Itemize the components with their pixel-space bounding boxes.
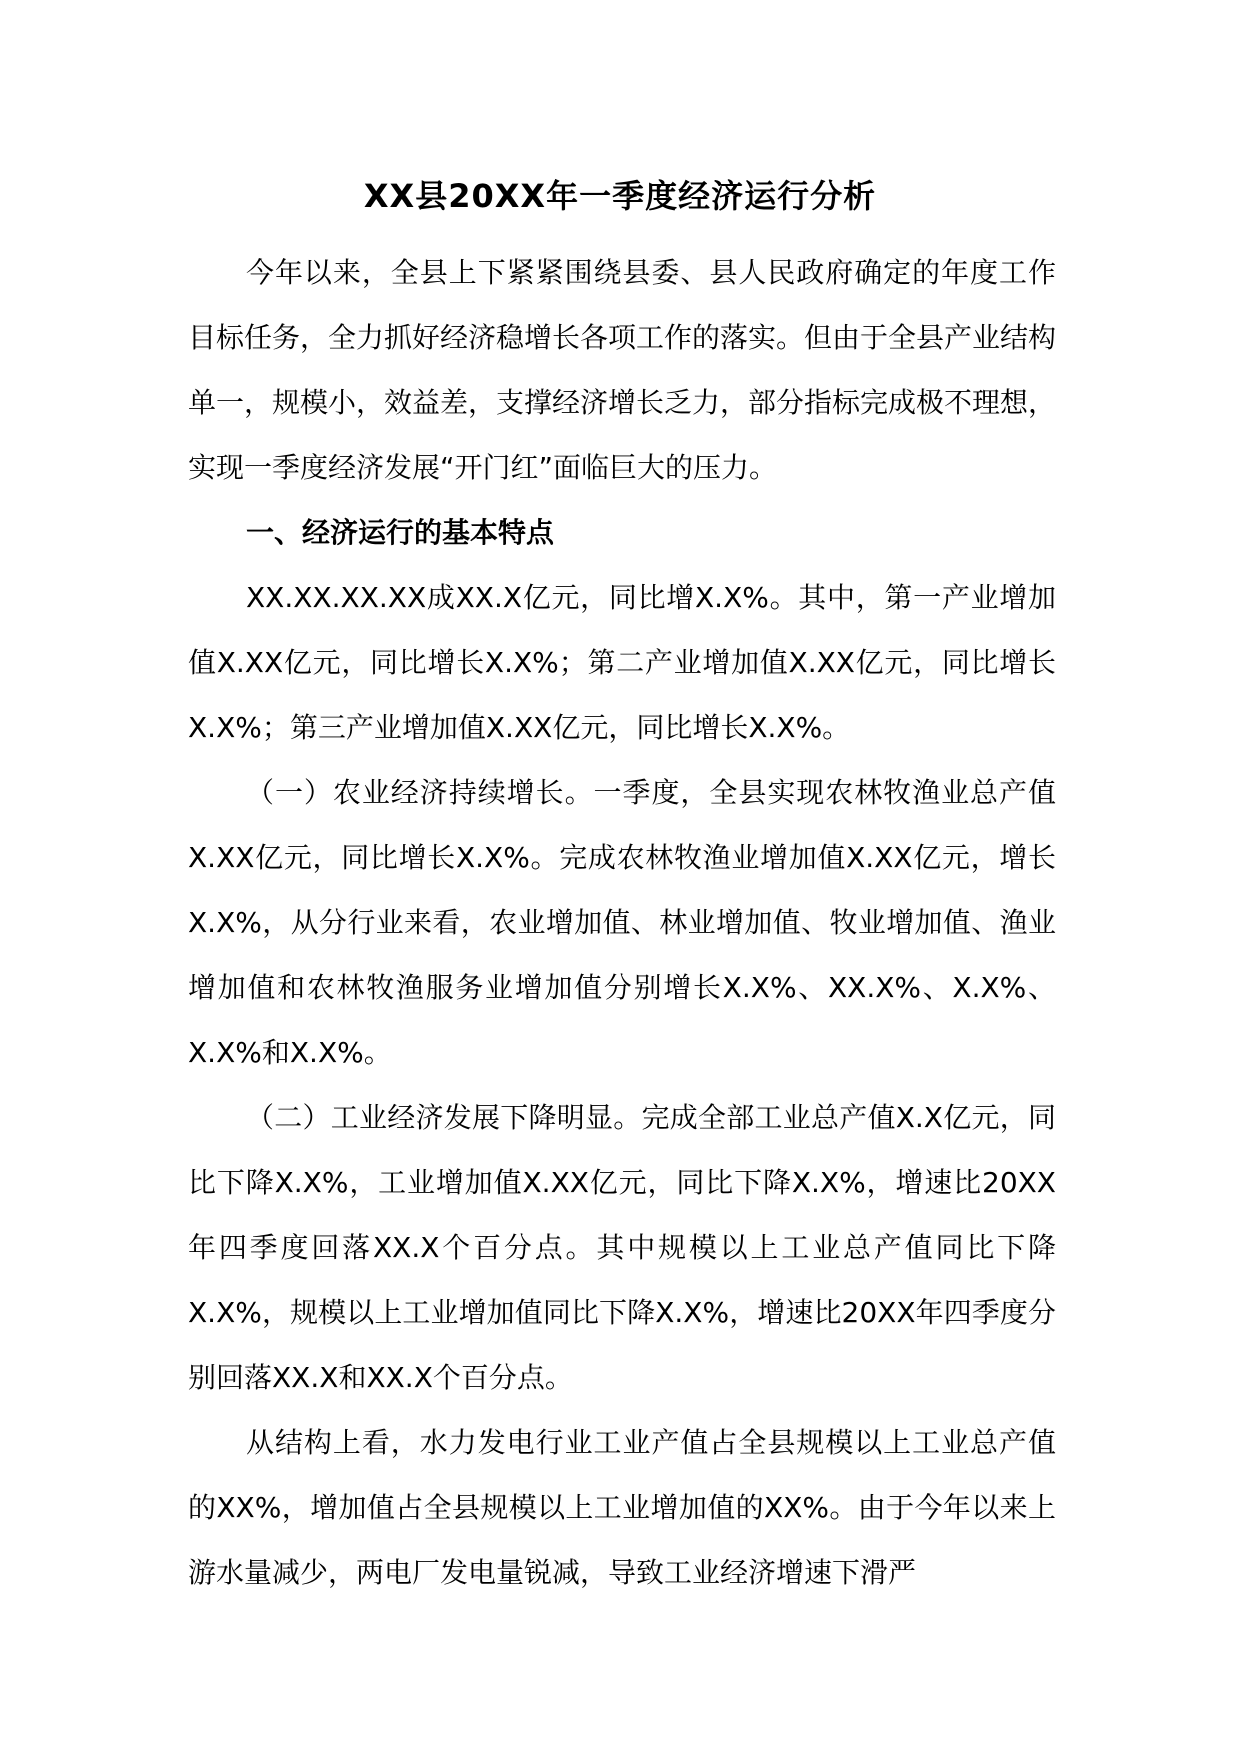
section-heading: 一、经济运行的基本特点 bbox=[246, 516, 555, 549]
structure-paragraph: 从结构上看，水力发电行业工业产值占全县规模以上工业总产值的XX%，增加值占全县规模以上工业增加值的XX%。由于今年以来上游水量减少，两电厂发电量锐减，导致工业经济增速下滑严 bbox=[188, 1426, 1056, 1589]
document-title: XX县20XX年一季度经济运行分析 bbox=[363, 177, 877, 215]
agriculture-paragraph: （一）农业经济持续增长。一季度，全县实现农林牧渔业总产值X.XX亿元，同比增长X.X%。完成农林牧渔业增加值X.XX亿元，增长X.X%，从分行业来看，农业增加值、林业增加值、牧业增加值、渔业增加值和农林牧渔服务业增加值分别增长X.X%、XX.X%、X.X%、X.X%和X.X%。 bbox=[188, 776, 1056, 1069]
industry-paragraph: （二）工业经济发展下降明显。完成全部工业总产值X.X亿元，同比下降X.X%，工业增加值X.XX亿元，同比下降X.X%，增速比20XX年四季度回落XX.X个百分点。其中规模以上工业总产值同比下降X.X%，规模以上工业增加值同比下降X.X%，增速比20XX年四季度分别回落XX.X和XX.X个百分点。 bbox=[188, 1101, 1056, 1394]
intro-paragraph: 今年以来，全县上下紧紧围绕县委、县人民政府确定的年度工作目标任务，全力抓好经济稳增长各项工作的落实。但由于全县产业结构单一，规模小，效益差，支撑经济增长乏力，部分指标完成极不理想，实现一季度经济发展“开门红”面临巨大的压力。 bbox=[188, 256, 1057, 484]
gdp-paragraph: XX.XX.XX.XX成XX.X亿元，同比增X.X%。其中，第一产业增加值X.XX亿元，同比增长X.X%；第二产业增加值X.XX亿元，同比增长X.X%；第三产业增加值X.XX亿元，同比增长X.X%。 bbox=[188, 581, 1056, 744]
document-body bbox=[188, 240, 1056, 1605]
